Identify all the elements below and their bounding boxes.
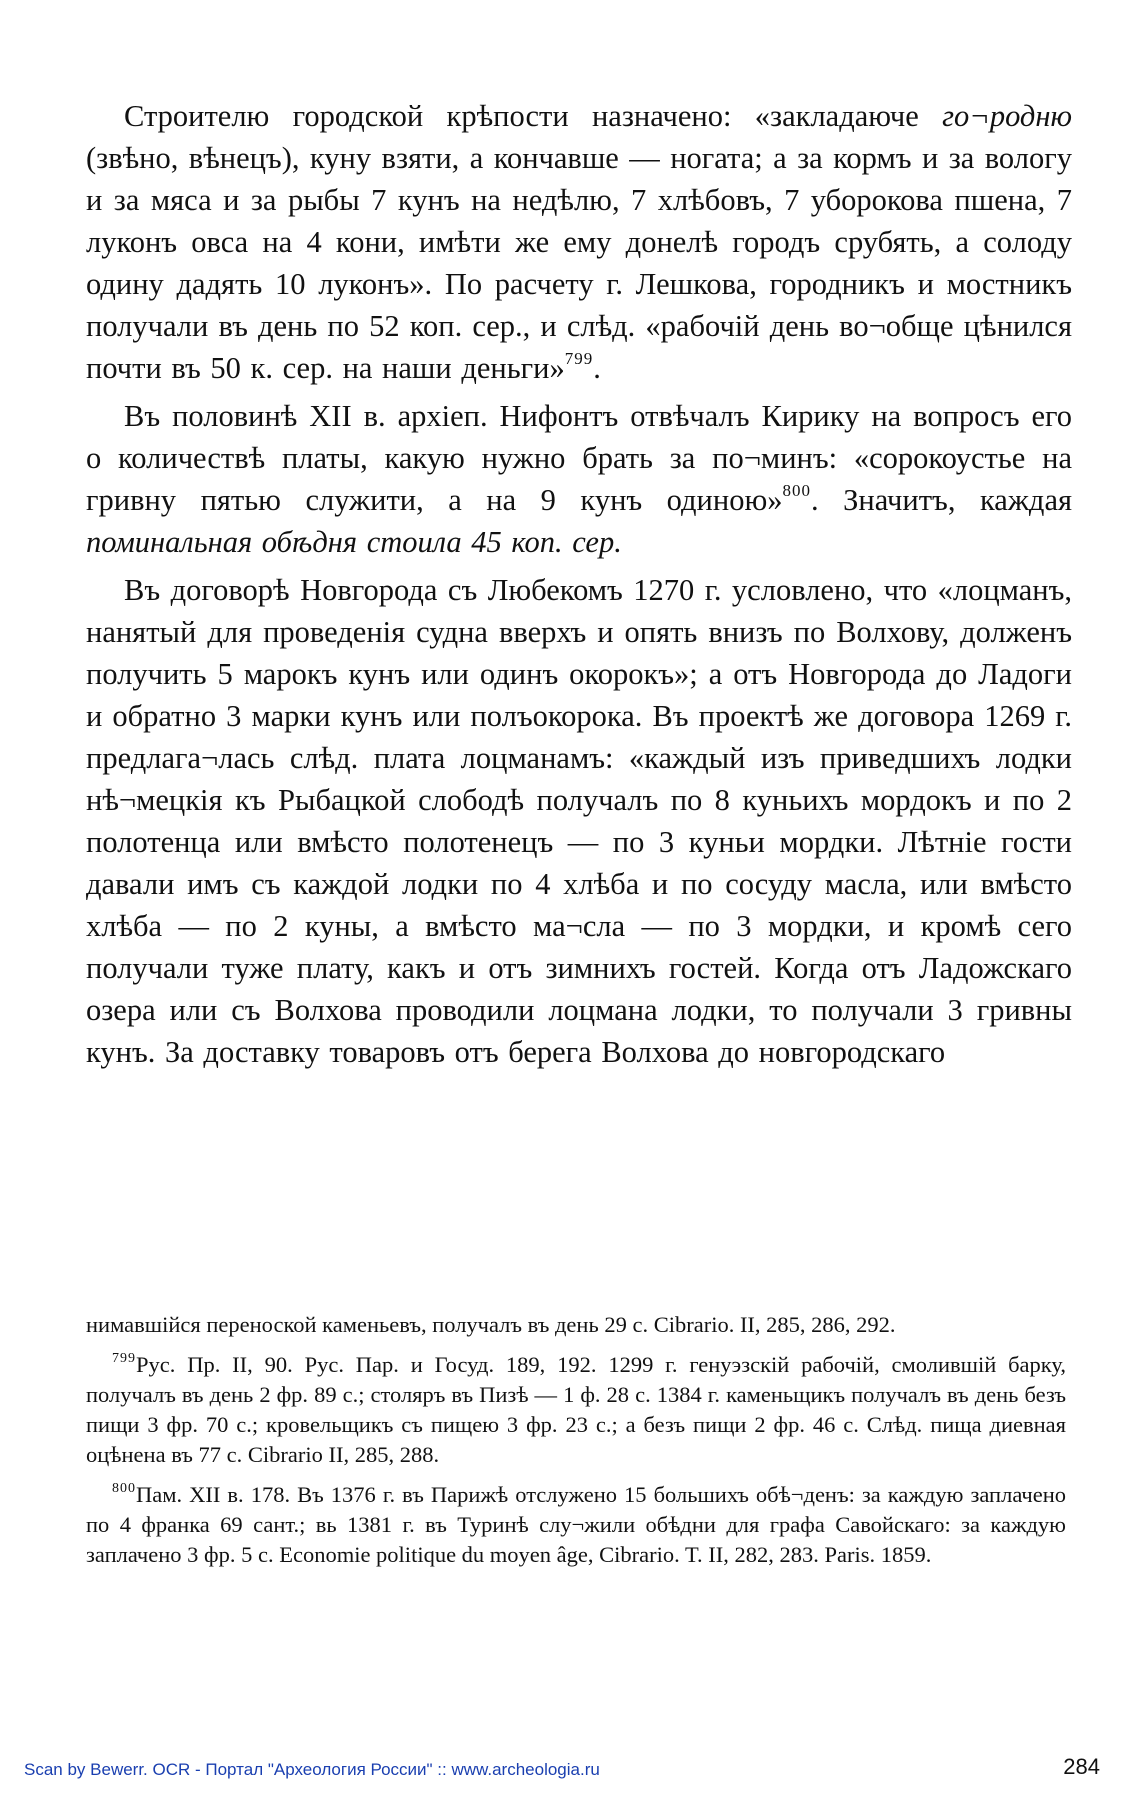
footnote-continuation — [86, 1310, 1066, 1340]
paragraph-2 — [86, 395, 1072, 563]
paragraph-text: (звѣно, вѣнецъ), куну взяти, а кончавше — ногата; а за кормъ и за вологу и за мяса и за рыбы 7 кунъ на недѣлю, 7 хлѣбовъ, 7 уборокова пшена, 7 луконъ овса на 4 кони, имѣти же ему донелѣ городъ срубять, а солоду одину дадять 10 луконъ». По расчету г. Лешкова, городникъ и мостникъ получали въ день по 52 коп. сер., и слѣд. «рабочій день во¬обще цѣнился почти въ 50 к. сер. на наши деньги» — [86, 141, 1072, 385]
footnote-ref-800[interactable]: 800 — [782, 481, 811, 500]
paragraph-text: . — [593, 351, 601, 385]
italic-emphasis: поминальная обѣдня стоила 45 коп. сер. — [86, 525, 622, 559]
paragraph-text: . Значитъ, каждая — [811, 483, 1073, 517]
italic-term: го¬родню — [942, 99, 1072, 133]
paragraph-text: Въ половинѣ XII в. архіеп. Нифонтъ отвѣчалъ Кирику на вопросъ его о количествѣ платы, какую нужно брать за по¬минъ: «сорокоустье на гривну пятью служити, а на 9 кунъ одиною» — [86, 399, 1072, 517]
paragraph-text: Строителю городской крѣпости назначено: «закладаюче — [124, 99, 943, 133]
footnote-text: Рус. Пр. II, 90. Рус. Пар. и Госуд. 189, 192. 1299 г. генуэзскій рабочій, смолившій барку, получалъ въ день 2 фр. 89 с.; столяръ въ Пизѣ — 1 ф. 28 с. 1384 г. каменьщикъ получалъ въ день безъ пищи 3 фр. 70 с.; кровельщикъ съ пищею 3 фр. 23 с.; а безъ пищи 2 фр. 46 с. Слѣд. пища диевная оцѣнена въ 77 с. Cibrario II, 285, 288. — [86, 1352, 1066, 1467]
footnote-text: нимавшійся переноской каменьевъ, получалъ въ день 29 с. Cibrario. II, 285, 286, 292. — [86, 1312, 896, 1337]
main-text — [86, 95, 1072, 1079]
footnote-text: Пам. XII в. 178. Въ 1376 г. въ Парижѣ отслужено 15 большихъ обѣ¬денъ: за каждую заплачено по 4 франка 69 сант.; вь 1381 г. въ Туринѣ слу¬жили обѣдни для графа Савойскаго: за каждую заплачено 3 фр. 5 с. Economie politique du moyen âge, Cibrario. T. II, 282, 283. Paris. 1859. — [86, 1482, 1066, 1567]
footnote-number: 799 — [112, 1351, 136, 1366]
footnote-800 — [86, 1480, 1066, 1570]
footnotes — [86, 1310, 1066, 1580]
footnote-number: 800 — [112, 1481, 136, 1496]
page-number: 284 — [1063, 1754, 1100, 1779]
footnote-799 — [86, 1350, 1066, 1470]
paragraph-text: Въ договорѣ Новгорода съ Любекомъ 1270 г. условлено, что «лоцманъ, нанятый для проведенія судна вверхъ и опять внизъ по Волхову, долженъ получить 5 марокъ кунъ или одинъ окорокъ»; а отъ Новгорода до Ладоги и обратно 3 марки кунъ или полъокорока. Въ проектѣ же договора 1269 г. предлага¬лась слѣд. плата лоцманамъ: «каждый изъ приведшихъ лодки нѣ¬мецкія къ Рыбацкой слободѣ получалъ по 8 куньихъ мордокъ и по 2 полотенца или вмѣсто полотенецъ — по 3 куньи мордки. Лѣтніе гости давали имъ съ каждой лодки по 4 хлѣба и по сосуду масла, или вмѣсто хлѣба — по 2 куны, а вмѣсто ма¬сла — по 3 мордки, и кромѣ сего получали туже плату, какъ и отъ зимнихъ гостей. Когда отъ Ладожскаго озера или съ Волхова проводили лоцмана лодки, то получали 3 гривны кунъ. За доставку товаровъ отъ берега Волхова до новгородскаго — [86, 573, 1072, 1069]
scan-credit-link[interactable]: Scan by Bewerr. OCR - Портал "Археология России" :: www.archeologia.ru — [24, 1760, 600, 1779]
footnote-ref-799[interactable]: 799 — [564, 349, 594, 368]
paragraph-1 — [86, 95, 1072, 389]
paragraph-3 — [86, 569, 1072, 1073]
